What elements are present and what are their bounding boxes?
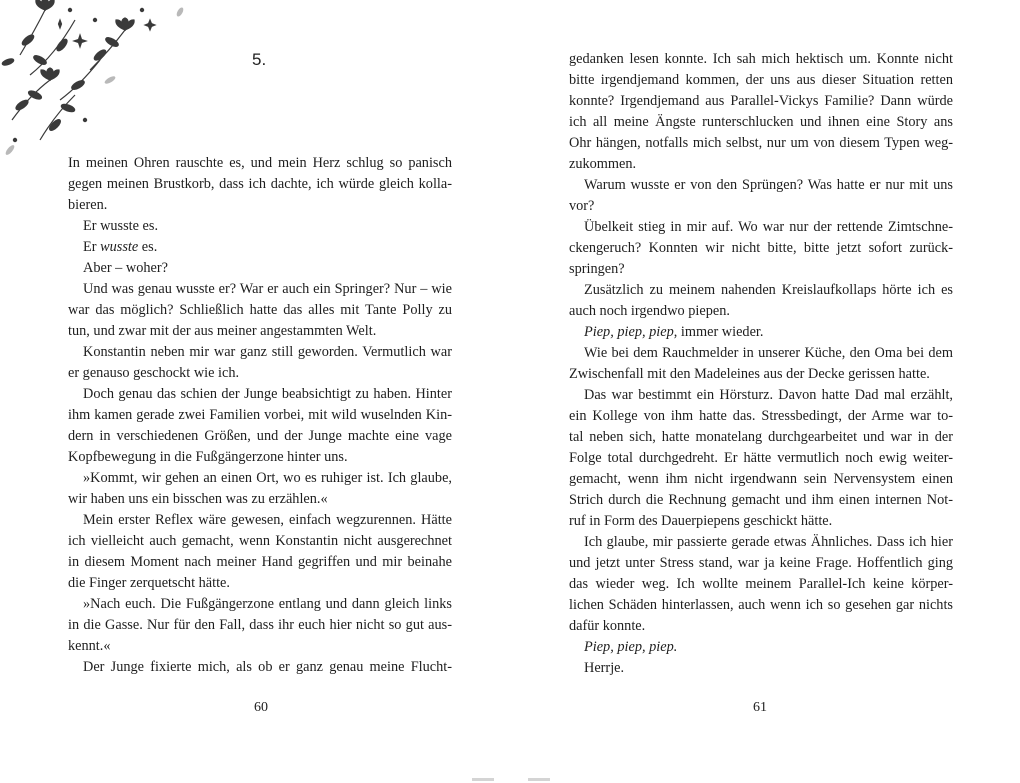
- text-line: Mein erster Reflex wäre gewesen, einfach wegzurennen. Hätte: [83, 512, 452, 528]
- text-line: war das möglich? Schließlich hatte das alles mit Tante Polly zu: [68, 302, 452, 318]
- text-line: in die Gasse. Nur für den Fall, dass ihr euch hier nicht so gut aus-: [68, 617, 452, 633]
- text-line: gegen meinen Brustkorb, dass ich dachte, ich würde gleich kolla-: [68, 176, 452, 192]
- floral-ornament-icon: [0, 0, 190, 160]
- text-line: zukommen.: [569, 156, 637, 172]
- chapter-number: 5.: [252, 50, 267, 69]
- text-line: tun, und zwar mit der aus meiner angestammten Welt.: [68, 323, 377, 339]
- text-line: »Nach euch. Die Fußgängerzone entlang und dann gleich links: [83, 596, 452, 612]
- text-line: dern in verschiedenen Größen, und der Junge machte eine vage: [68, 428, 452, 444]
- text-line: [569, 637, 953, 658]
- text-line: [569, 322, 953, 343]
- text-line: Wie bei dem Rauchmelder in unserer Küche, den Oma bei dem: [584, 345, 953, 361]
- text-run: wusste: [100, 239, 139, 255]
- text-line: Konstantin neben mir war ganz still geworden. Vermutlich war: [83, 344, 452, 360]
- text-line: Kopfbewegung in die Fußgängerzone hinter uns.: [68, 449, 348, 465]
- text-line: bieren.: [68, 197, 108, 213]
- text-run: Piep, piep, piep.: [584, 639, 678, 655]
- text-line: Ich glaube, mir passierte gerade etwas Ähnliches. Dass ich hier: [584, 534, 953, 550]
- text-line: [68, 237, 452, 258]
- text-line: er genauso geschockt wie ich.: [68, 365, 240, 381]
- text-line: Herrje.: [584, 660, 625, 676]
- right-page: [510, 0, 1020, 783]
- text-line: kennt.«: [68, 638, 111, 654]
- text-line: Doch genau das schien der Junge beabsichtigt zu haben. Hinter: [83, 386, 452, 402]
- text-line: springen?: [569, 261, 625, 277]
- right-page-text: [569, 49, 953, 679]
- text-line: und jetzt unter Stress stand, war ja keine Frage. Hoffentlich ging: [569, 555, 953, 571]
- bottom-edge-mark: [528, 778, 550, 781]
- text-line: Ohr hängen, notfalls mich selbst, nur um von diesem Typen weg-: [569, 135, 953, 151]
- text-run: es.: [138, 239, 158, 255]
- text-line: Aber – woher?: [83, 260, 168, 276]
- text-line: tal neben sich, hatte monatelang durchgearbeitet und war in der: [569, 429, 953, 445]
- text-line: Zwischenfall mit den Madeleines aus der Decke gerissen hatte.: [569, 366, 930, 382]
- text-line: dafür konnte.: [569, 618, 646, 634]
- bottom-edge-mark: [472, 778, 494, 781]
- left-page-text: [68, 153, 452, 678]
- text-line: gedanken lesen konnte. Ich sah mich hektisch um. Konnte nicht: [569, 51, 953, 67]
- text-line: ein Kollege von ihm hatte das. Stressbedingt, der Arme war to-: [569, 408, 953, 424]
- text-line: vor?: [569, 198, 595, 214]
- text-line: Übelkeit stieg in mir auf. Wo war nur der rettende Zimtschne-: [584, 219, 953, 235]
- text-line: Das war bestimmt ein Hörsturz. Davon hatte Dad mal erzählt,: [584, 387, 953, 403]
- text-line: ich vielleicht auch gemacht, wenn Konstantin nicht ausgerechnet: [68, 533, 452, 549]
- text-run: , immer wieder.: [673, 324, 764, 340]
- text-line: bitte irgendjemand kommen, der uns aus dieser Situation retten: [569, 72, 953, 88]
- text-line: Er wusste es.: [83, 218, 159, 234]
- text-line: Strich durch die Rechnung gemacht und ihm einen internen Not-: [569, 492, 953, 508]
- text-run: Piep, piep, piep: [584, 324, 674, 340]
- page-number-right: 61: [753, 700, 767, 715]
- text-line: »Kommt, wir gehen an einen Ort, wo es ruhiger ist. Ich glaube,: [83, 470, 452, 486]
- text-line: lichen Schäden hinterlassen, auch wenn ich so gesehen gar nichts: [569, 597, 953, 613]
- text-line: Warum wusste er von den Sprüngen? Was hatte er nur mit uns: [584, 177, 953, 193]
- text-line: ich all meine Ängste runterschlucken und ihnen eine Story ans: [569, 114, 953, 130]
- text-line: Zusätzlich zu meinem nahenden Kreislaufkollaps hörte ich es: [584, 282, 953, 298]
- text-line: konnte? Irgendjemand aus Parallel-Vickys Familie? Dann würde: [569, 93, 953, 109]
- text-line: auch noch irgendwo piepen.: [569, 303, 730, 319]
- text-line: die Finger zerquetscht hätte.: [68, 575, 230, 591]
- text-line: ihm kamen gerade zwei Familien vorbei, mit wild wuselnden Kin-: [68, 407, 452, 423]
- text-line: ckengeruch? Konnten wir nicht bitte, bitte jetzt sofort zurück-: [569, 240, 953, 256]
- text-line: ruf in Form des Dauerpiepens geschickt hätte.: [569, 513, 833, 529]
- text-line: Und was genau wusste er? War er auch ein Springer? Nur – wie: [83, 281, 452, 297]
- text-line: das wieder weg. Ich wollte meinem Parallel-Ich keine körper-: [569, 576, 953, 592]
- text-run: Er: [83, 239, 101, 255]
- text-line: in diesem Moment nach meiner Hand gegriffen und mir beinahe: [68, 554, 452, 570]
- text-line: Folge total durchgedreht. Er hätte vermutlich noch ewig weiter-: [569, 450, 953, 466]
- text-line: gemacht, wenn ihm nicht irgendwann sein Nervensystem einen: [569, 471, 953, 487]
- text-line: In meinen Ohren rauschte es, und mein Herz schlug so panisch: [68, 155, 452, 171]
- text-line: wir haben uns ein bisschen was zu erzählen.«: [68, 491, 328, 507]
- page-number-left: 60: [254, 700, 268, 715]
- text-line: Der Junge fixierte mich, als ob er ganz genau meine Flucht-: [83, 659, 452, 675]
